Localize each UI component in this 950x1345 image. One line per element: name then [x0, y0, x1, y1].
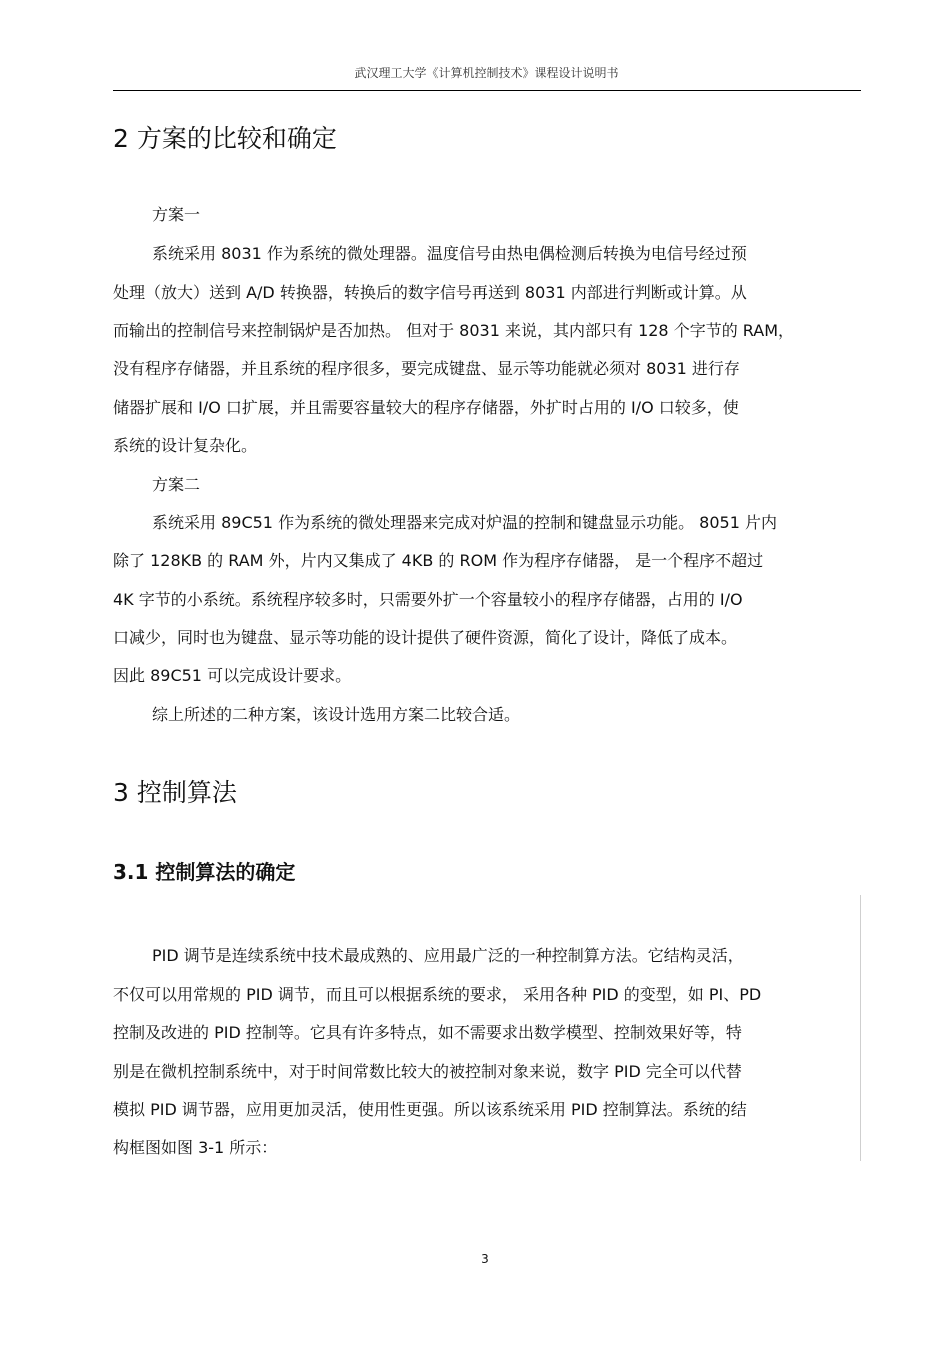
pid-paragraph-line: 模拟 PID 调节器，应用更加灵活，使用性更强。所以该系统采用 PID 控制算法。系统的结	[113, 1100, 747, 1119]
page-number: 3	[481, 1252, 489, 1266]
section-2-heading: 2 方案的比较和确定	[113, 124, 337, 153]
pid-paragraph-line: 构框图如图 3-1 所示：	[113, 1138, 278, 1157]
pid-paragraph-line: 不仅可以用常规的 PID 调节，而且可以根据系统的要求， 采用各种 PID 的变型，如 PI、PD	[113, 985, 762, 1004]
scheme-1-line: 系统的设计复杂化。	[113, 436, 258, 455]
scheme-1-label: 方案一	[152, 205, 201, 224]
scheme-1-line: 处理（放大）送到 A/D 转换器，转换后的数字信号再送到 8031 内部进行判断或计算。从	[113, 283, 747, 302]
right-margin-rule	[860, 895, 861, 1161]
scheme-1-line: 而输出的控制信号来控制锅炉是否加热。 但对于 8031 来说，其内部只有 128 个字节的 RAM，	[113, 321, 794, 340]
pid-paragraph-line: 别是在微机控制系统中，对于时间常数比较大的被控制对象来说，数字 PID 完全可以代替	[113, 1062, 742, 1081]
section-3-1-heading: 3.1 控制算法的确定	[113, 860, 296, 884]
pid-paragraph-line: 控制及改进的 PID 控制等。它具有许多特点，如不需要求出数学模型、控制效果好等，特	[113, 1023, 742, 1042]
header-rule	[113, 90, 861, 91]
scheme-2-label: 方案二	[152, 475, 201, 494]
scheme-2-line: 系统采用 89C51 作为系统的微处理器来完成对炉温的控制和键盘显示功能。 8051 片内	[152, 513, 777, 532]
conclusion-line: 综上所述的二种方案，该设计选用方案二比较合适。	[152, 705, 521, 724]
scheme-2-line: 4K 字节的小系统。系统程序较多时，只需要外扩一个容量较小的程序存储器，占用的 I/O	[113, 590, 743, 609]
pid-paragraph-line: PID 调节是连续系统中技术最成熟的、应用最广泛的一种控制算方法。它结构灵活，	[152, 946, 744, 965]
scheme-2-line: 口减少，同时也为键盘、显示等功能的设计提供了硬件资源，简化了设计，降低了成本。	[113, 628, 738, 647]
scheme-1-line: 系统采用 8031 作为系统的微处理器。温度信号由热电偶检测后转换为电信号经过预	[152, 244, 747, 263]
scheme-2-line: 除了 128KB 的 RAM 外，片内又集成了 4KB 的 ROM 作为程序存储器， 是一个程序不超过	[113, 551, 764, 570]
scheme-1-line: 没有程序存储器，并且系统的程序很多，要完成键盘、显示等功能就必须对 8031 进行存	[113, 359, 740, 378]
section-3-heading: 3 控制算法	[113, 778, 237, 807]
running-header: 武汉理工大学《计算机控制技术》课程设计说明书	[354, 66, 619, 80]
scheme-1-line: 储器扩展和 I/O 口扩展，并且需要容量较大的程序存储器，外扩时占用的 I/O 口较多，使	[113, 398, 739, 417]
scheme-2-line: 因此 89C51 可以完成设计要求。	[113, 666, 352, 685]
